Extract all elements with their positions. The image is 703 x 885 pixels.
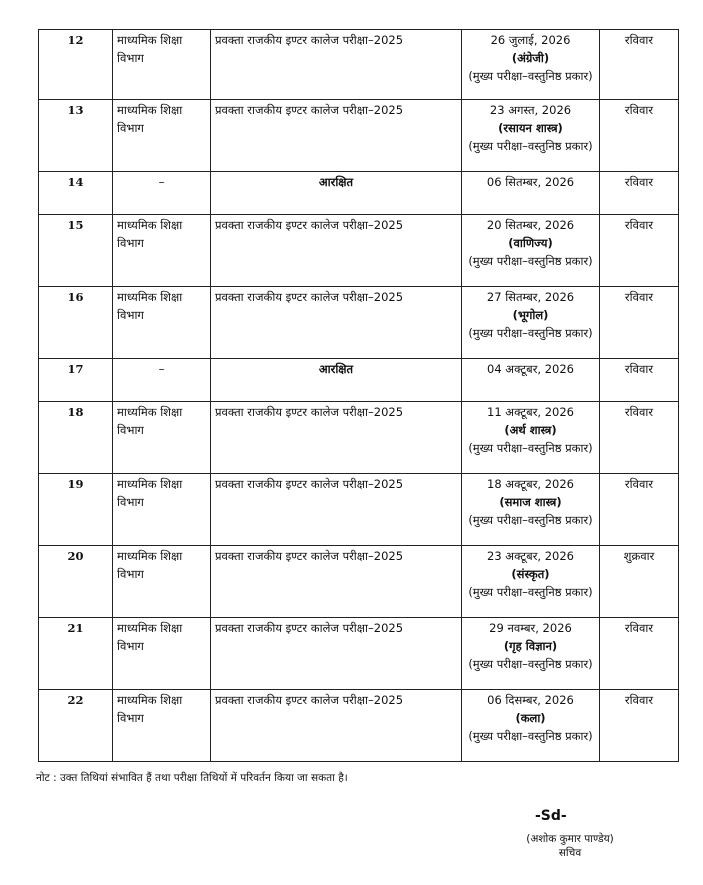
exam-date: 27 सितम्बर, 2026 xyxy=(486,290,575,304)
exam-date: 26 जुलाई, 2026 xyxy=(490,33,571,47)
exam-mode: (मुख्य परीक्षा–वस्तुनिष्ठ प्रकार) xyxy=(468,139,593,153)
exam-date-cell xyxy=(462,100,600,172)
serial-number: 22 xyxy=(39,690,113,762)
exam-mode: (मुख्य परीक्षा–वस्तुनिष्ठ प्रकार) xyxy=(468,254,593,268)
exam-name: प्रवक्ता राजकीय इण्टर कालेज परीक्षा–2025 xyxy=(211,215,462,287)
department: माध्यमिक शिक्षा विभाग xyxy=(113,402,211,474)
exam-name: प्रवक्ता राजकीय इण्टर कालेज परीक्षा–2025 xyxy=(211,474,462,546)
exam-subject: (रसायन शास्त्र) xyxy=(498,121,563,135)
serial-number: 15 xyxy=(39,215,113,287)
exam-date-cell xyxy=(462,618,600,690)
table-row xyxy=(39,546,679,618)
exam-mode: (मुख्य परीक्षा–वस्तुनिष्ठ प्रकार) xyxy=(468,585,593,599)
exam-day: रविवार xyxy=(600,402,679,474)
department: माध्यमिक शिक्षा विभाग xyxy=(113,215,211,287)
serial-number: 16 xyxy=(39,287,113,359)
exam-day: रविवार xyxy=(600,690,679,762)
serial-number: 20 xyxy=(39,546,113,618)
exam-date-cell xyxy=(462,546,600,618)
exam-date: 11 अक्टूबर, 2026 xyxy=(487,405,574,419)
exam-name: आरक्षित xyxy=(211,172,462,215)
exam-day: रविवार xyxy=(600,618,679,690)
exam-name: प्रवक्ता राजकीय इण्टर कालेज परीक्षा–2025 xyxy=(211,690,462,762)
department: – xyxy=(113,172,211,215)
exam-date-cell xyxy=(462,287,600,359)
signatory-designation: सचिव xyxy=(558,847,582,859)
exam-date-cell xyxy=(462,402,600,474)
table-row xyxy=(39,30,679,100)
exam-name: प्रवक्ता राजकीय इण्टर कालेज परीक्षा–2025 xyxy=(211,287,462,359)
exam-day: रविवार xyxy=(600,359,679,402)
serial-number: 18 xyxy=(39,402,113,474)
exam-subject: (संस्कृत) xyxy=(511,567,550,581)
exam-name: प्रवक्ता राजकीय इण्टर कालेज परीक्षा–2025 xyxy=(211,100,462,172)
exam-mode: (मुख्य परीक्षा–वस्तुनिष्ठ प्रकार) xyxy=(468,441,593,455)
exam-subject: (समाज शास्त्र) xyxy=(499,495,562,509)
exam-name: प्रवक्ता राजकीय इण्टर कालेज परीक्षा–2025 xyxy=(211,546,462,618)
exam-mode: (मुख्य परीक्षा–वस्तुनिष्ठ प्रकार) xyxy=(468,729,593,743)
exam-date: 23 अक्टूबर, 2026 xyxy=(487,549,574,563)
department: माध्यमिक शिक्षा विभाग xyxy=(113,690,211,762)
exam-day: रविवार xyxy=(600,172,679,215)
exam-date: 20 सितम्बर, 2026 xyxy=(486,218,575,232)
exam-schedule-table xyxy=(38,29,679,762)
exam-day: रविवार xyxy=(600,215,679,287)
exam-day: रविवार xyxy=(600,100,679,172)
exam-day: रविवार xyxy=(600,474,679,546)
exam-date: 06 सितम्बर, 2026 xyxy=(486,175,575,189)
signature-mark: -Sd- xyxy=(535,808,567,824)
table-row xyxy=(39,100,679,172)
serial-number: 12 xyxy=(39,30,113,100)
serial-number: 13 xyxy=(39,100,113,172)
exam-date-cell xyxy=(462,690,600,762)
signatory-name: (अशोक कुमार पाण्डेय) xyxy=(526,833,614,845)
exam-name: आरक्षित xyxy=(211,359,462,402)
exam-subject: (भूगोल) xyxy=(512,308,549,322)
exam-date-cell xyxy=(462,172,600,215)
exam-subject: (अंग्रेजी) xyxy=(511,51,550,65)
signature-block xyxy=(495,808,645,860)
exam-mode: (मुख्य परीक्षा–वस्तुनिष्ठ प्रकार) xyxy=(468,657,593,671)
exam-date-cell xyxy=(462,474,600,546)
table-row xyxy=(39,287,679,359)
serial-number: 21 xyxy=(39,618,113,690)
exam-subject: (अर्थ शास्त्र) xyxy=(504,423,557,437)
department: माध्यमिक शिक्षा विभाग xyxy=(113,287,211,359)
exam-date: 23 अगस्त, 2026 xyxy=(489,103,572,117)
exam-date: 04 अक्टूबर, 2026 xyxy=(487,362,574,376)
exam-name: प्रवक्ता राजकीय इण्टर कालेज परीक्षा–2025 xyxy=(211,402,462,474)
exam-day: रविवार xyxy=(600,30,679,100)
table-row xyxy=(39,402,679,474)
serial-number: 14 xyxy=(39,172,113,215)
exam-name: प्रवक्ता राजकीय इण्टर कालेज परीक्षा–2025 xyxy=(211,618,462,690)
table-row xyxy=(39,690,679,762)
exam-date: 18 अक्टूबर, 2026 xyxy=(487,477,574,491)
serial-number: 19 xyxy=(39,474,113,546)
department: माध्यमिक शिक्षा विभाग xyxy=(113,30,211,100)
exam-date-cell xyxy=(462,359,600,402)
footnote: नोट : उक्त तिथियां संभावित हैं तथा परीक्षा तिथियों में परिवर्तन किया जा सकता है। xyxy=(36,772,348,784)
exam-mode: (मुख्य परीक्षा–वस्तुनिष्ठ प्रकार) xyxy=(468,513,593,527)
exam-mode: (मुख्य परीक्षा–वस्तुनिष्ठ प्रकार) xyxy=(468,326,593,340)
exam-mode: (मुख्य परीक्षा–वस्तुनिष्ठ प्रकार) xyxy=(468,69,593,83)
table-row xyxy=(39,172,679,215)
exam-date: 29 नवम्बर, 2026 xyxy=(489,621,572,635)
table-row xyxy=(39,359,679,402)
exam-day: रविवार xyxy=(600,287,679,359)
department: माध्यमिक शिक्षा विभाग xyxy=(113,474,211,546)
department: – xyxy=(113,359,211,402)
department: माध्यमिक शिक्षा विभाग xyxy=(113,100,211,172)
exam-day: शुक्रवार xyxy=(600,546,679,618)
table-row xyxy=(39,474,679,546)
table-row xyxy=(39,618,679,690)
department: माध्यमिक शिक्षा विभाग xyxy=(113,618,211,690)
serial-number: 17 xyxy=(39,359,113,402)
table-row xyxy=(39,215,679,287)
exam-subject: (वाणिज्य) xyxy=(508,236,553,250)
exam-date: 06 दिसम्बर, 2026 xyxy=(487,693,574,707)
exam-date-cell xyxy=(462,215,600,287)
exam-name: प्रवक्ता राजकीय इण्टर कालेज परीक्षा–2025 xyxy=(211,30,462,100)
exam-subject: (गृह विज्ञान) xyxy=(503,639,558,653)
exam-date-cell xyxy=(462,30,600,100)
schedule-body xyxy=(39,30,679,762)
department: माध्यमिक शिक्षा विभाग xyxy=(113,546,211,618)
exam-subject: (कला) xyxy=(515,711,546,725)
